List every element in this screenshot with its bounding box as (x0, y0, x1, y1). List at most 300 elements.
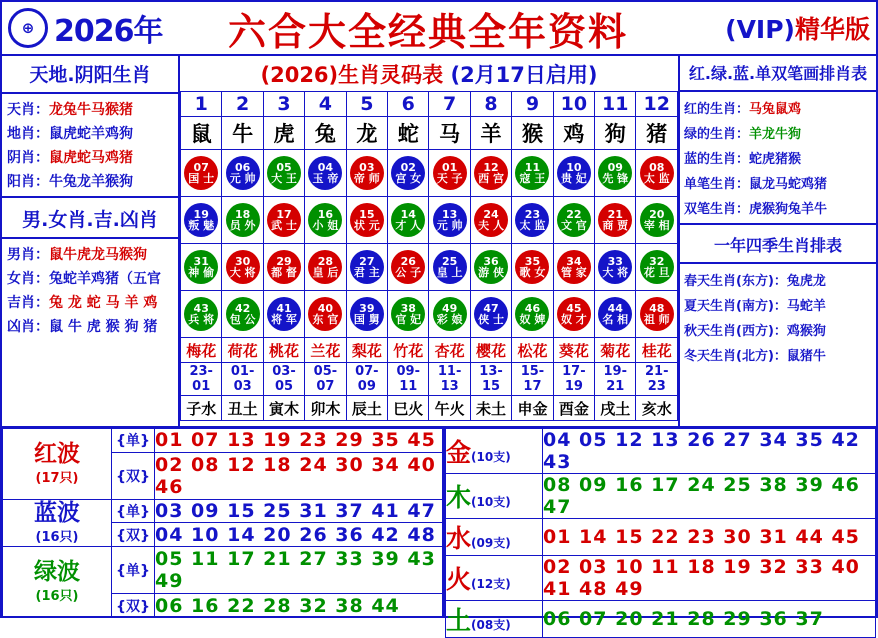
cell-element: 午火 (429, 396, 470, 421)
cell-flower: 松花 (512, 338, 553, 363)
ball-title: 公 子 (395, 266, 422, 279)
ball-title: 先 锋 (602, 172, 629, 185)
ball-number: 40 (317, 302, 334, 315)
year-label: 2026年 (54, 14, 163, 49)
number-ball[interactable] (184, 250, 218, 284)
ball-number: 32 (649, 255, 665, 268)
wave-count: (16只) (35, 589, 79, 605)
wave-name-blue (3, 499, 112, 547)
element-count: (10支) (471, 495, 511, 509)
number-ball[interactable] (515, 250, 549, 284)
cell-element: 辰土 (346, 396, 387, 421)
list-item (2, 266, 178, 290)
row-value: 牛兔龙羊猴狗 (49, 174, 133, 190)
cell-ball (388, 244, 429, 291)
cell-animal: 猴 (512, 117, 553, 150)
row-value: 鼠猪牛 (786, 349, 826, 364)
cell-element: 卯木 (305, 396, 346, 421)
list-item (680, 170, 876, 195)
cell-ball (636, 150, 678, 197)
ball-number: 45 (566, 302, 582, 315)
cell-ball (263, 291, 304, 338)
row-label: 地肖： (7, 126, 49, 142)
number-ball[interactable] (515, 297, 549, 331)
cell-ball (553, 150, 594, 197)
list-item (2, 145, 178, 169)
cell-ball (636, 197, 678, 244)
number-ball[interactable] (267, 250, 301, 284)
ball-number: 18 (234, 208, 251, 221)
cell-ball (181, 150, 222, 197)
element-count: (12支) (471, 577, 511, 591)
cell-ball (429, 291, 470, 338)
number-ball[interactable] (350, 203, 384, 237)
element-name-huo (446, 556, 543, 601)
row-label: 女肖： (7, 271, 49, 287)
row-value: 蛇虎猪猴 (749, 152, 802, 167)
ball-number: 08 (649, 161, 665, 174)
table-row-animals (181, 117, 678, 150)
element-numbers: 08 09 16 17 24 25 38 39 46 47 (543, 474, 876, 519)
cell-ball (346, 150, 387, 197)
title-blue-part: (2月17日启用) (450, 63, 598, 87)
table-row (3, 429, 443, 453)
cell-ball (181, 244, 222, 291)
ball-title: 小 姐 (312, 219, 339, 232)
row-label: 蓝的生肖： (684, 152, 750, 167)
number-ball[interactable] (474, 297, 508, 331)
number-ball[interactable] (267, 156, 301, 190)
row-label: 绿的生肖： (684, 127, 750, 142)
wave-tag: {单} (112, 429, 155, 453)
cell-animal: 兔 (305, 117, 346, 150)
ball-number: 49 (441, 302, 458, 315)
left-panel (2, 56, 180, 426)
ball-title: 夫 人 (478, 219, 504, 232)
element-name-mu (446, 474, 543, 519)
number-ball[interactable] (474, 156, 508, 190)
cell-element: 申金 (512, 396, 553, 421)
ball-title: 包 公 (229, 313, 256, 326)
cell-range: 01-03 (222, 363, 263, 396)
cell-flower: 兰花 (305, 338, 346, 363)
number-ball[interactable] (350, 250, 384, 284)
row-label: 夏天生肖(南方)： (684, 299, 787, 314)
number-ball[interactable] (391, 203, 425, 237)
row-label: 吉肖： (7, 295, 49, 311)
number-ball[interactable] (557, 250, 591, 284)
wave-numbers: 06 16 22 28 32 38 44 (155, 594, 443, 618)
ball-number: 35 (524, 255, 541, 268)
wave-name: 蓝波 (34, 499, 80, 526)
ball-number: 01 (441, 161, 458, 174)
ball-number: 41 (276, 302, 292, 315)
ball-title: 元 帅 (229, 172, 256, 185)
number-ball[interactable] (515, 156, 549, 190)
list-item (680, 342, 876, 367)
element-name: 水 (446, 524, 472, 553)
cell-ball (305, 197, 346, 244)
table-row (446, 474, 876, 519)
ball-title: 西 宫 (478, 172, 504, 185)
ball-title: 大 将 (602, 266, 629, 279)
cell-ball (553, 291, 594, 338)
list-item (680, 95, 876, 120)
table-row (446, 556, 876, 601)
row-label: 男肖： (7, 247, 49, 263)
cell-element: 子水 (181, 396, 222, 421)
number-ball[interactable] (433, 250, 467, 284)
ball-number: 43 (193, 302, 209, 315)
cell-range: 17-19 (553, 363, 594, 396)
ball-number: 07 (193, 161, 209, 174)
right-section2-title: 一年四季生肖排表 (713, 236, 842, 255)
element-count: (09支) (471, 536, 511, 550)
brand-logo-icon: ⊕ (8, 8, 48, 48)
element-table (445, 428, 876, 638)
list-item (680, 267, 876, 292)
edition-label: 精华版 (794, 15, 870, 44)
cell-range: 05-07 (305, 363, 346, 396)
ball-number: 25 (441, 255, 458, 268)
wave-numbers: 01 07 13 19 23 29 35 45 (155, 429, 443, 453)
ball-title: 游 侠 (478, 266, 504, 279)
cell-element: 亥水 (636, 396, 678, 421)
row-value: 鼠 牛 虎 猴 狗 猪 (49, 319, 158, 335)
cell-ball (305, 244, 346, 291)
ball-title: 玉 帝 (312, 172, 339, 185)
cell-element: 巳火 (388, 396, 429, 421)
ball-number: 02 (400, 161, 416, 174)
cell-flower: 荷花 (222, 338, 263, 363)
wave-numbers: 03 09 15 25 31 37 41 47 (155, 499, 443, 523)
ball-title: 花 旦 (643, 266, 670, 279)
zodiac-table-panel (180, 56, 680, 426)
number-ball[interactable] (308, 297, 342, 331)
list-item (2, 169, 178, 193)
row-value: 兔虎龙 (786, 274, 826, 289)
number-ball[interactable] (557, 203, 591, 237)
cell-animal: 狗 (595, 117, 636, 150)
cell-number: 8 (470, 92, 511, 117)
cell-ball (181, 197, 222, 244)
number-ball[interactable] (226, 250, 260, 284)
wave-tag: {双} (112, 452, 155, 499)
ball-title: 宰 相 (643, 219, 670, 232)
table-row (3, 547, 443, 594)
number-ball[interactable] (350, 156, 384, 190)
number-ball[interactable] (433, 156, 467, 190)
edition-badge (676, 10, 876, 46)
number-ball[interactable] (640, 203, 674, 237)
cell-ball (595, 291, 636, 338)
wave-tag: {单} (112, 547, 155, 594)
number-ball[interactable] (640, 156, 674, 190)
number-ball[interactable] (640, 250, 674, 284)
number-ball[interactable] (308, 156, 342, 190)
cell-number: 12 (636, 92, 678, 117)
cell-element: 寅木 (263, 396, 304, 421)
wave-panel (2, 428, 445, 618)
wave-tag: {双} (112, 594, 155, 618)
zodiac-table-title (180, 56, 678, 91)
cell-ball (512, 291, 553, 338)
ball-title: 神 偷 (188, 266, 215, 279)
row-value: 兔 龙 蛇 马 羊 鸡 (49, 295, 158, 311)
cell-range: 11-13 (429, 363, 470, 396)
wave-table (2, 428, 443, 618)
ball-number: 09 (607, 161, 623, 174)
ball-title: 帝 师 (353, 172, 380, 185)
cell-ball (595, 244, 636, 291)
ball-title: 元 帅 (436, 219, 463, 232)
logo-area (2, 6, 180, 50)
cell-flower: 梅花 (181, 338, 222, 363)
ball-number: 19 (193, 208, 209, 221)
cell-ball (263, 150, 304, 197)
ball-number: 20 (649, 208, 665, 221)
cell-ball (346, 197, 387, 244)
cell-ball (429, 150, 470, 197)
page-title: 六合大全经典全年资料 (227, 9, 628, 54)
cell-number: 11 (595, 92, 636, 117)
ball-title: 东 官 (312, 313, 339, 326)
ball-title: 奴 才 (560, 313, 587, 326)
cell-ball (222, 244, 263, 291)
ball-title: 太 监 (519, 219, 546, 232)
number-ball[interactable] (391, 297, 425, 331)
cell-range: 09-11 (388, 363, 429, 396)
ball-number: 05 (276, 161, 292, 174)
number-ball[interactable] (184, 203, 218, 237)
number-ball[interactable] (226, 203, 260, 237)
ball-title: 宫 女 (395, 172, 422, 185)
bottom-content (2, 428, 876, 635)
cell-ball (512, 244, 553, 291)
cell-number: 5 (346, 92, 387, 117)
cell-ball (553, 244, 594, 291)
number-ball[interactable] (350, 297, 384, 331)
wave-numbers: 05 11 17 21 27 33 39 43 49 (155, 547, 443, 594)
ball-number: 33 (607, 255, 623, 268)
ball-number: 36 (483, 255, 499, 268)
table-row-ranges (181, 363, 678, 396)
wave-count: (17只) (35, 470, 79, 486)
cell-flower: 菊花 (595, 338, 636, 363)
cell-number: 10 (553, 92, 594, 117)
number-ball[interactable] (308, 250, 342, 284)
cell-number: 9 (512, 92, 553, 117)
cell-ball (222, 197, 263, 244)
element-panel (445, 428, 876, 635)
ball-number: 17 (276, 208, 292, 221)
main-content (2, 56, 876, 428)
table-row-balls-2 (181, 197, 678, 244)
ball-number: 14 (400, 208, 416, 221)
cell-ball (470, 150, 511, 197)
number-ball[interactable] (184, 297, 218, 331)
wave-numbers: 04 10 14 20 26 36 42 48 (155, 523, 443, 547)
number-ball[interactable] (515, 203, 549, 237)
element-count: (10支) (471, 450, 511, 464)
row-label: 秋天生肖(西方)： (684, 324, 787, 339)
row-label: 红的生肖： (684, 102, 750, 117)
cell-flower: 竹花 (388, 338, 429, 363)
number-ball[interactable] (557, 156, 591, 190)
ball-title: 才 人 (395, 219, 422, 232)
element-name: 木 (446, 483, 472, 512)
number-ball[interactable] (308, 203, 342, 237)
cell-animal: 龙 (346, 117, 387, 150)
list-item (680, 145, 876, 170)
list-item (2, 242, 178, 266)
wave-name-red (3, 429, 112, 500)
cell-ball (470, 291, 511, 338)
table-row (446, 601, 876, 638)
wave-count: (16只) (35, 530, 79, 546)
ball-number: 29 (276, 255, 292, 268)
row-label: 天肖： (7, 102, 49, 118)
wave-tag: {单} (112, 499, 155, 523)
cell-ball (636, 244, 678, 291)
number-ball[interactable] (267, 203, 301, 237)
cell-animal: 蛇 (388, 117, 429, 150)
table-row-balls-1 (181, 150, 678, 197)
cell-flower: 梨花 (346, 338, 387, 363)
number-ball[interactable] (267, 297, 301, 331)
cell-ball (512, 150, 553, 197)
ball-title: 君 主 (353, 266, 380, 279)
cell-ball (595, 150, 636, 197)
cell-ball (429, 197, 470, 244)
table-row-numbers (181, 92, 678, 117)
vip-label: (VIP) (725, 15, 795, 44)
ball-number: 13 (441, 208, 458, 221)
row-value: 鼠虎蛇羊鸡狗 (49, 126, 133, 142)
ball-title: 管 家 (560, 266, 587, 279)
list-item (680, 317, 876, 342)
number-ball[interactable] (391, 250, 425, 284)
cell-ball (595, 197, 636, 244)
number-ball[interactable] (598, 156, 632, 190)
ball-title: 文 官 (560, 219, 587, 232)
ball-number: 12 (483, 161, 499, 174)
cell-animal: 牛 (222, 117, 263, 150)
cell-number: 2 (222, 92, 263, 117)
cell-ball (553, 197, 594, 244)
ball-title: 天 子 (436, 172, 463, 185)
divider (2, 237, 178, 239)
cell-number: 4 (305, 92, 346, 117)
ball-number: 38 (400, 302, 416, 315)
ball-number: 46 (524, 302, 541, 315)
number-ball[interactable] (598, 297, 632, 331)
ball-title: 商 贾 (602, 219, 629, 232)
ball-title: 歌 女 (519, 266, 546, 279)
title-red-part: (2026)生肖灵码表 (260, 63, 444, 87)
ball-number: 10 (566, 161, 582, 174)
number-ball[interactable] (226, 156, 260, 190)
number-ball[interactable] (184, 156, 218, 190)
ball-title: 皇 后 (312, 266, 339, 279)
cell-animal: 鸡 (553, 117, 594, 150)
list-item (2, 97, 178, 121)
number-ball[interactable] (598, 203, 632, 237)
ball-number: 04 (317, 161, 334, 174)
cell-element: 戌土 (595, 396, 636, 421)
right-panel (680, 56, 876, 426)
cell-ball (263, 197, 304, 244)
cell-range: 07-09 (346, 363, 387, 396)
cell-number: 6 (388, 92, 429, 117)
cell-ball (388, 291, 429, 338)
element-numbers: 02 03 10 11 18 19 32 33 40 41 48 49 (543, 556, 876, 601)
ball-title: 贵 妃 (560, 172, 587, 185)
number-ball[interactable] (226, 297, 260, 331)
wave-name: 红波 (34, 440, 80, 467)
element-numbers: 06 07 20 21 28 29 36 37 (543, 601, 876, 638)
ball-title: 兵 将 (188, 313, 215, 326)
wave-numbers: 02 08 12 18 24 30 34 40 46 (155, 452, 443, 499)
ball-title: 皇 上 (436, 266, 463, 279)
ball-number: 16 (317, 208, 334, 221)
ball-number: 28 (317, 255, 334, 268)
ball-number: 22 (566, 208, 582, 221)
number-ball[interactable] (433, 203, 467, 237)
element-name: 金 (446, 438, 472, 467)
list-item (680, 120, 876, 145)
number-ball[interactable] (474, 203, 508, 237)
ball-number: 39 (359, 302, 375, 315)
cell-ball (470, 197, 511, 244)
number-ball[interactable] (598, 250, 632, 284)
number-ball[interactable] (433, 297, 467, 331)
ball-number: 44 (607, 302, 623, 315)
ball-number: 23 (524, 208, 541, 221)
zodiac-table (180, 91, 678, 421)
cell-ball (181, 291, 222, 338)
row-value: 兔蛇羊鸡猪（五官 (49, 271, 161, 287)
number-ball[interactable] (557, 297, 591, 331)
ball-title: 寇 王 (519, 172, 546, 185)
list-item (2, 314, 178, 338)
element-name: 火 (446, 565, 472, 594)
ball-number: 47 (483, 302, 499, 315)
row-value: 龙兔牛马猴猪 (49, 102, 133, 118)
ball-title: 太 监 (643, 172, 670, 185)
divider (2, 196, 178, 198)
cell-ball (305, 291, 346, 338)
table-row-balls-4 (181, 291, 678, 338)
number-ball[interactable] (391, 156, 425, 190)
number-ball[interactable] (474, 250, 508, 284)
ball-title: 大 王 (271, 172, 297, 185)
cell-flower: 杏花 (429, 338, 470, 363)
cell-flower: 桂花 (636, 338, 678, 363)
row-value: 虎猴狗兔羊牛 (749, 202, 828, 217)
ball-title: 祖 师 (643, 313, 670, 326)
cell-number: 1 (181, 92, 222, 117)
cell-ball (346, 291, 387, 338)
cell-range: 19-21 (595, 363, 636, 396)
divider (680, 90, 876, 92)
cell-ball (222, 291, 263, 338)
number-ball[interactable] (640, 297, 674, 331)
row-value: 马蛇羊 (786, 299, 826, 314)
ball-title: 都 督 (271, 266, 297, 279)
cell-flower: 桃花 (263, 338, 304, 363)
ball-title: 国 舅 (353, 313, 380, 326)
